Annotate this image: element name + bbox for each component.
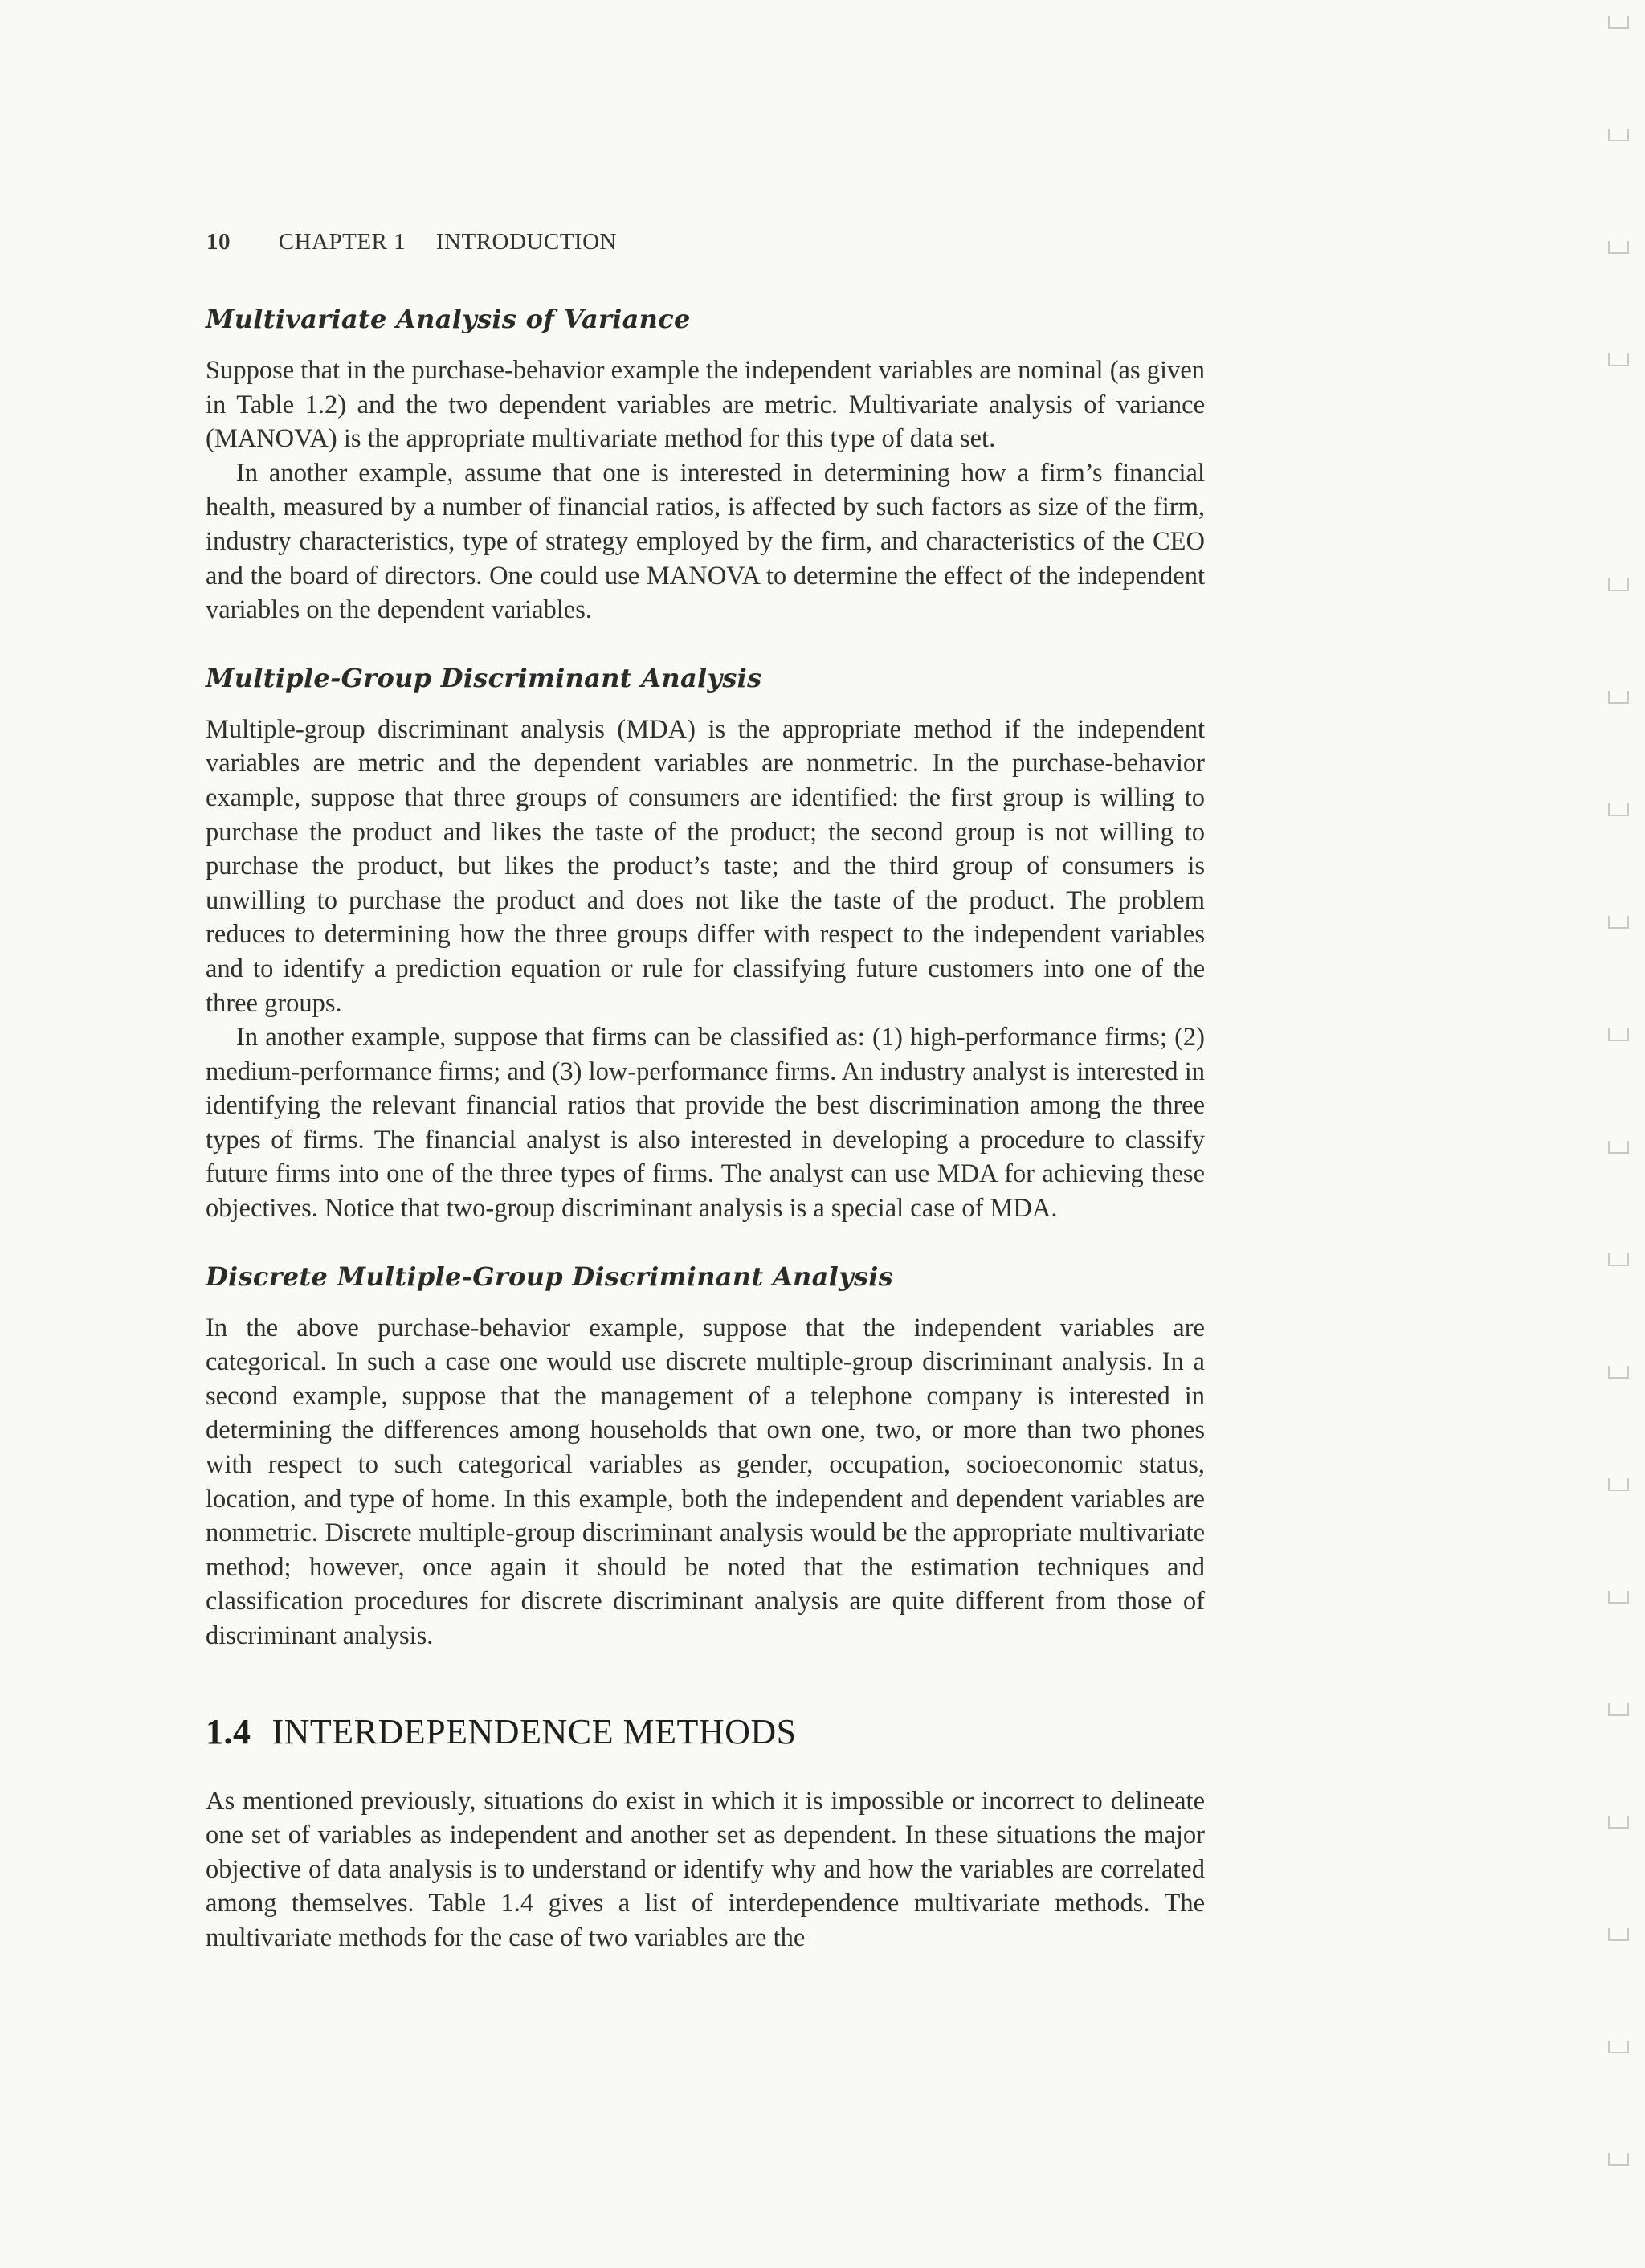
paragraph: In another example, assume that one is interested in determining how a firm’s financial health, measured by a number of financial ratios, is affected by such factors as size of the firm, industry characteristics, type of strategy employed by the firm, and characteristics of the CEO and the board of directors. One could use MANOVA to determine the effect of the independent variables on the dependent variables. — [206, 458, 1205, 625]
paragraph: As mentioned previously, situations do exist in which it is impossible or incorrect to delineate one set of variables as independent and another set as dependent. In these situations the major objective of data analysis is to understand or identify why and how the variables are correlated among themselves. Table 1.4 gives a list of interdependence multivariate methods. The multivariate methods for the case of two variables are the — [206, 1786, 1205, 1952]
chapter-title: INTRODUCTION — [435, 229, 617, 255]
paragraph: Multiple-group discriminant analysis (MDA) is the appropriate method if the independent variables are metric and the dependent variables are nonmetric. In the purchase-behavior example, suppose that three groups of consumers are identified: the first group is willing to purchase the product and likes the taste of the product; the second group is not willing to purchase the product, but likes the product’s taste; and the third group of consumers is unwilling to purchase the product and does not like the taste of the product. The problem reduces to determining how the three groups differ with respect to the independent variables and to identify a prediction equation or rule for classifying future customers into one of the three groups. — [206, 714, 1205, 1018]
subheading-discrete-mda: Discrete Multiple-Group Discriminant Analysis — [206, 1261, 894, 1292]
paragraph: In the above purchase-behavior example, suppose that the independent variables are categorical. In such a case one would use discrete multiple-group discriminant analysis. In a second example, suppose that the management of a telephone company is interested in determining the differences among households that own one, two, or more than two phones with respect to such categorical variables as gender, occupation, socioeconomic status, location, and type of home. In this example, both the independent and dependent variables are nonmetric. Discrete multiple-group discriminant analysis would be the appropriate multivariate method; however, once again it should be noted that the estimation techniques and classification procedures for discrete discriminant analysis are quite different from those of discriminant analysis. — [206, 1313, 1205, 1650]
page-body — [206, 304, 1205, 1955]
chapter-label: CHAPTER 1 — [278, 229, 406, 255]
paragraph: In another example, suppose that firms can be classified as: (1) high-performance firms; (2) medium-performance firms; and (3) low-performance firms. An industry analyst is interested in identifying the relevant financial ratios that provide the best discrimination among the three types of firms. The financial analyst is also interested in developing a procedure to classify future firms into one of the three types of firms. The analyst can use MDA for achieving these objectives. Notice that two-group discriminant analysis is a special case of MDA. — [206, 1023, 1205, 1224]
binding-edge-marks — [1589, 0, 1645, 2268]
subheading-manova: Multivariate Analysis of Variance — [206, 304, 691, 334]
section-title: INTERDEPENDENCE METHODS — [271, 1711, 797, 1751]
section-number: 1.4 — [206, 1711, 251, 1751]
running-head — [206, 229, 617, 255]
page-number: 10 — [206, 229, 231, 255]
section-heading-1-4 — [206, 1711, 1205, 1752]
subheading-mda: Multiple-Group Discriminant Analysis — [206, 662, 762, 693]
paragraph: Suppose that in the purchase-behavior example the independent variables are nominal (as given in Table 1.2) and the two dependent variables are metric. Multivariate analysis of variance (MANOVA) is the appropriate multivariate method for this type of data set. — [206, 356, 1205, 454]
